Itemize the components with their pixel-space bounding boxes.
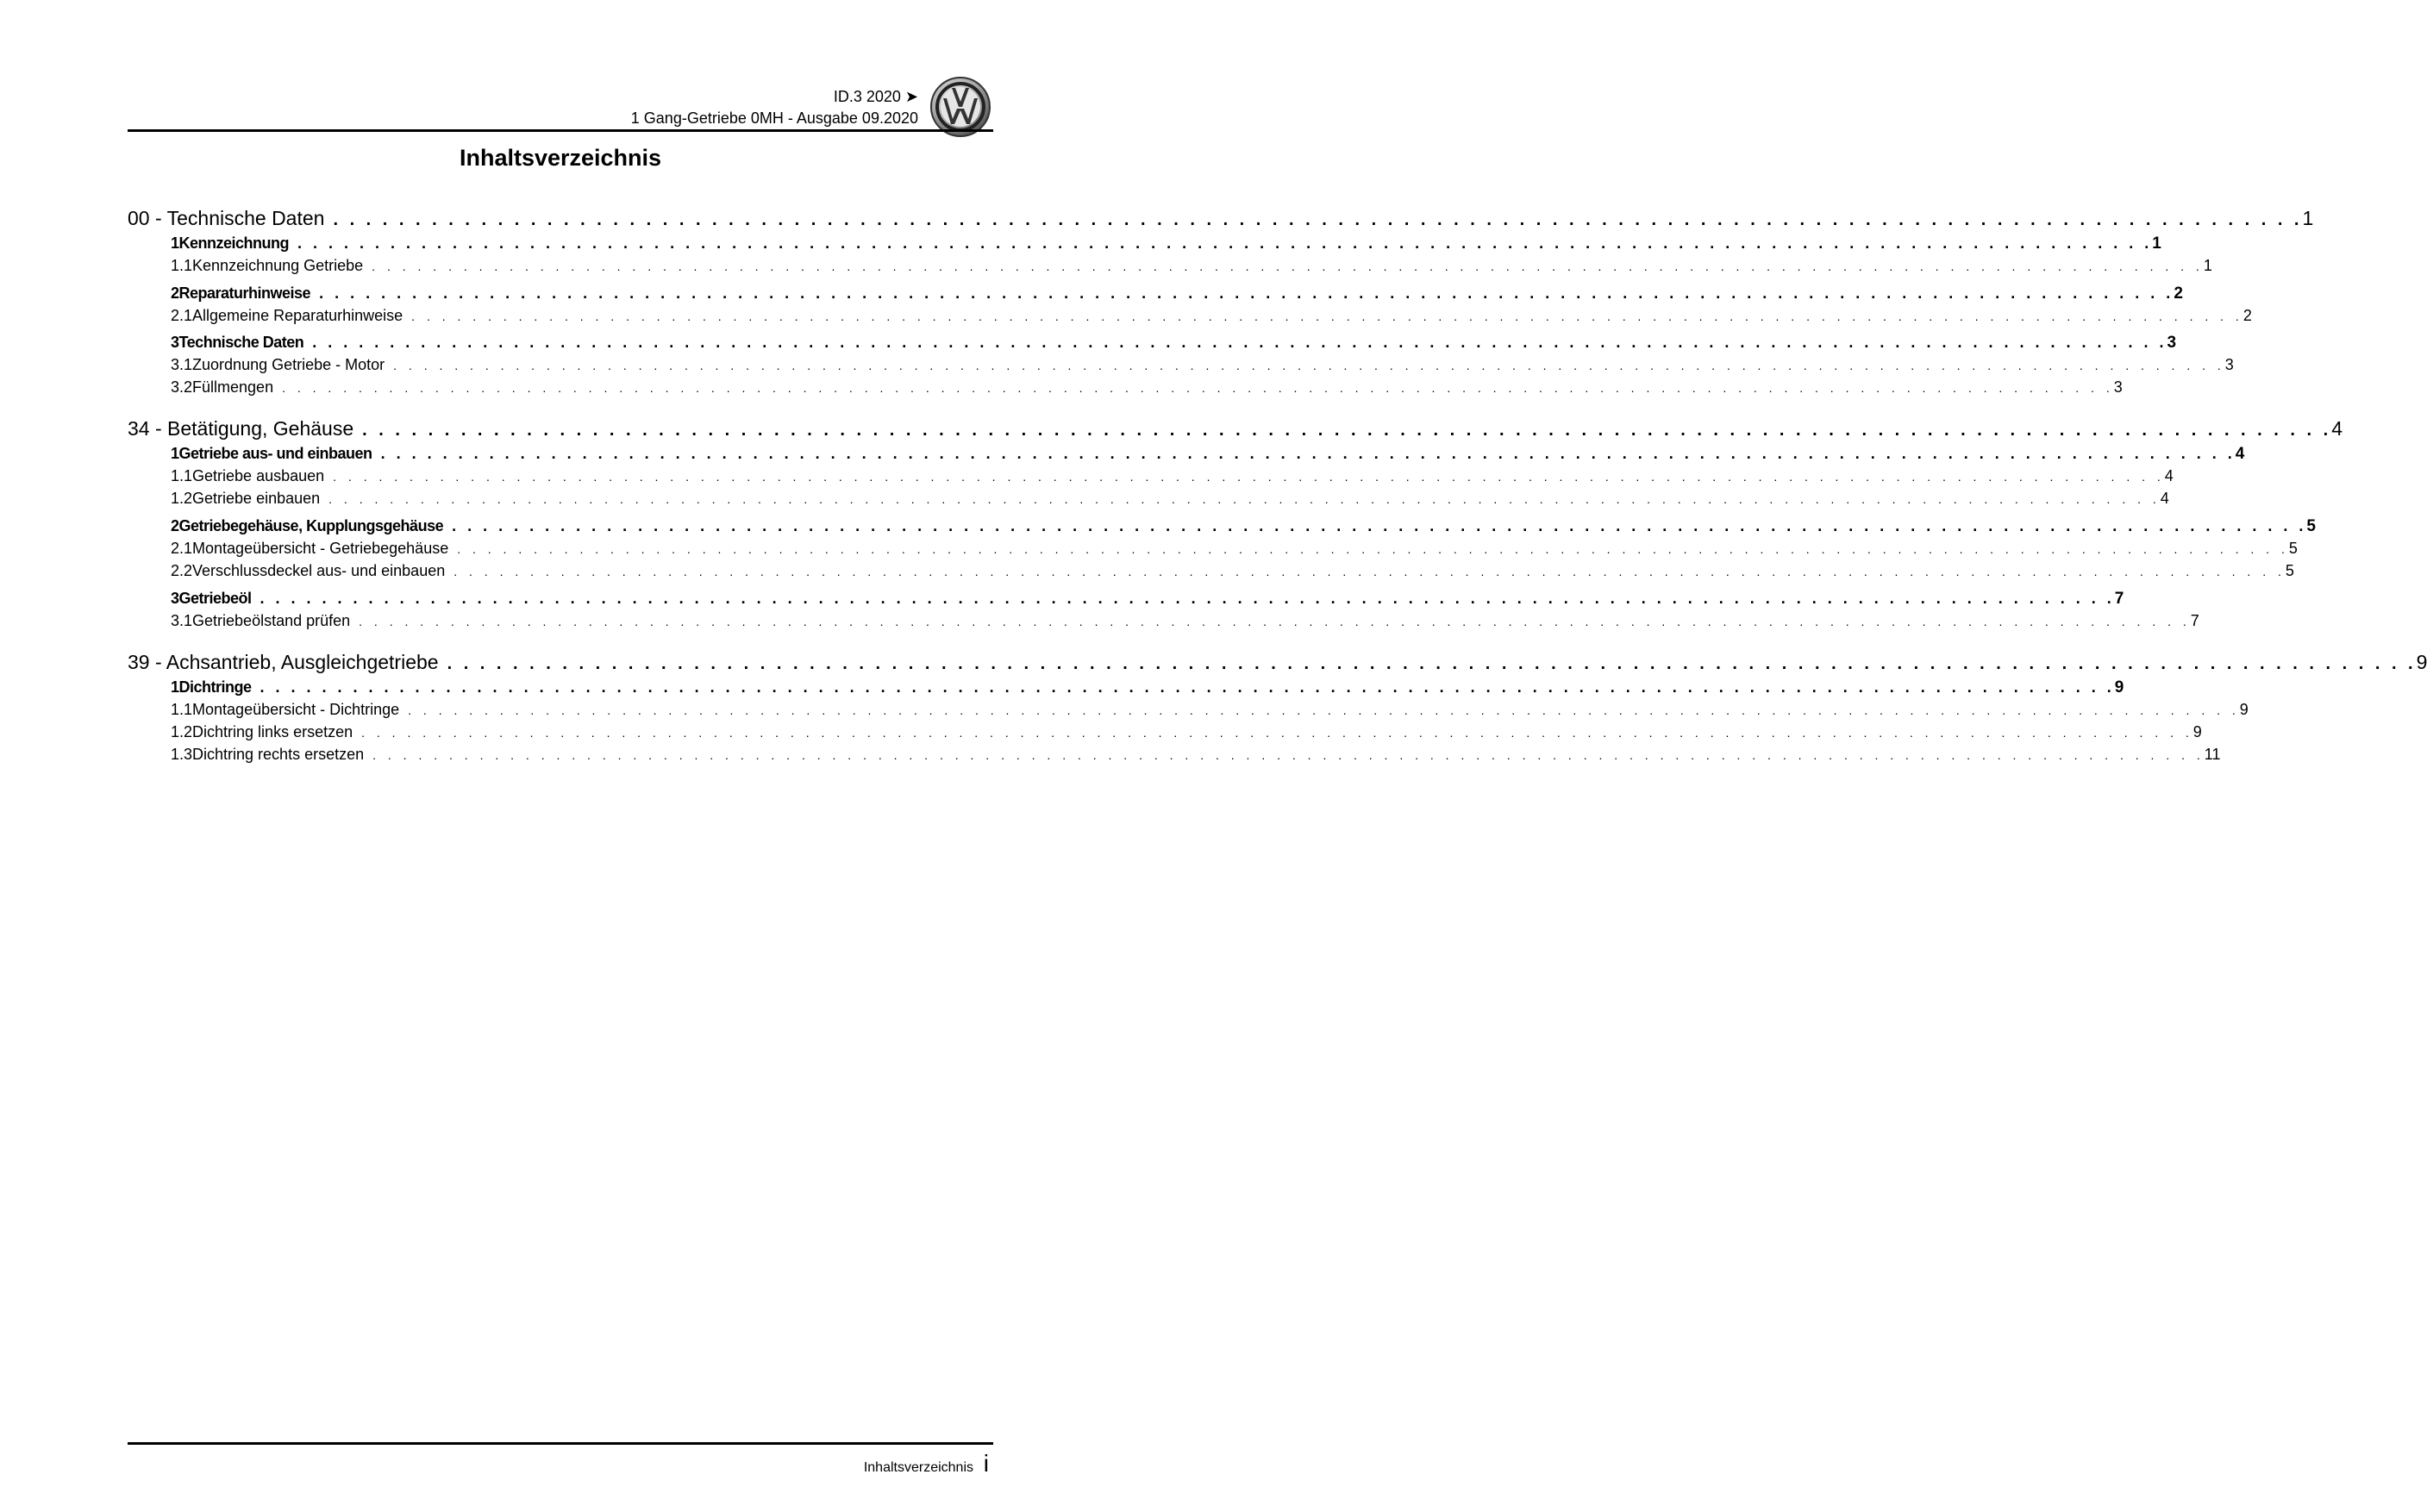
toc-leader: . . . . . . . . . . . . . . . . . . . . . . . . . . . . . . . . . . . . . . . . . . . . . . . . . . . . . . . . . . . . . . . . . . . . . . . . . . . . . . . . . . . . . . . . . . . . . . . . . . . . . . . . . . . . . . . . . . . . . . . . [297,234,2153,252]
toc-label: Getriebeöl [178,590,252,607]
toc-leader: . . . . . . . . . . . . . . . . . . . . . . . . . . . . . . . . . . . . . . . . . . . . . . . . . . . . . . . . . . . . . . . . . . . . . . . . . . . . . . . . . . . . . . . . . . . . . . . . . . . . . . . . . . . . . . . . . . . . . . . . [372,259,2204,273]
toc-page-number: 9 [2239,701,2249,718]
toc-subsection[interactable] [128,356,2234,374]
toc-leader: . . . . . . . . . . . . . . . . . . . . . . . . . . . . . . . . . . . . . . . . . . . . . . . . . . . . . . . . . . . . . . . . . . . . . . . . . . . . . . . . . . . . . . . . . . . . . . . . . . . . . . . . . . . . . . . . . . . . . . . . [260,590,2115,607]
toc-label: Verschlussdeckel aus- und einbauen [192,562,446,579]
toc-page-number: 5 [2288,540,2298,557]
toc-label: Dichtring rechts ersetzen [192,746,365,763]
toc-number: 3 [171,334,179,351]
toc-leader: . . . . . . . . . . . . . . . . . . . . . . . . . . . . . . . . . . . . . . . . . . . . . . . . . . . . . . . . . . . . . . . . . . . . . . . . . . . . . . . . . . . . . . . . . . . . . . . . . . . . . . . . . . . . . . . . . . . . . . . . [328,492,2161,506]
page-header [128,76,991,131]
toc-page-number: 3 [2113,378,2123,396]
toc-page-number: 4 [2160,490,2169,507]
footer-rule [128,1442,993,1445]
toc-leader: . . . . . . . . . . . . . . . . . . . . . . . . . . . . . . . . . . . . . . . . . . . . . . . . . . . . . . . . . . . . . . . . . . . . . . . . . . . . . . . . . . . . . . . . . . . . . . . . . . . . . . . . . . . . . . . . . . . . . . . . [312,334,2167,351]
toc-leader: . . . . . . . . . . . . . . . . . . . . . . . . . . . . . . . . . . . . . . . . . . . . . . . . . . . . . . . . . . . . . . . . . . . . . . . . . . . . . . . . . . . . . . . . . . . . . . . . . . . . . . . . . . . . . . . . . . . . . . . . [452,517,2307,534]
toc-label: Füllmengen [192,378,274,396]
toc-leader: . . . . . . . . . . . . . . . . . . . . . . . . . . . . . . . . . . . . . . . . . . . . . . . . . . . . . . . . . . . . . . . . . . . . . . . . . . . . . . . . . . . . . . . . . . . . . . . . . . . . . . . . . . . . . . . . . . . . . . . . [260,678,2115,696]
toc-leader: . . . . . . . . . . . . . . . . . . . . . . . . . . . . . . . . . . . . . . . . . . . . . . . . . . . . . . . . . . . . . . . . . . . . . . . . . . . . . . . . . . . . . . . . . . . . . . . . . . . . . . . . . . . . . . . . . . . . . . . . [453,565,2286,578]
toc-number: 1.2 [171,490,193,507]
toc-leader: . . . . . . . . . . . . . . . . . . . . . . . . . . . . . . . . . . . . . . . . . . . . . . . . . . . . . . . . . . . . . . . . . . . . . . . . . . . . . . . . . . . . . . . . . . . . . . . . . . . . . . . . . . . . . . . . . . . . . . . . [447,654,2417,673]
toc-label: 34 - Betätigung, Gehäuse [128,417,354,440]
toc-subsection[interactable] [128,490,2169,508]
toc-number: 3.1 [171,356,193,373]
toc-number: 1.2 [171,723,193,740]
footer-section: Inhaltsverzeichnis [863,1460,973,1475]
toc-label: Montageübersicht - Getriebegehäuse [192,540,449,557]
toc-section[interactable] [128,678,2124,697]
toc-page-number: 4 [2331,417,2343,440]
toc-label: Reparaturhinweise [178,284,311,302]
toc-chapter[interactable] [128,207,2314,230]
toc-subsection[interactable] [128,307,2252,325]
toc-page-number: 11 [2204,746,2221,763]
toc-label: Dichtringe [178,678,252,696]
toc-chapter[interactable] [128,651,2427,674]
toc-number: 1.1 [171,257,193,274]
toc-leader: . . . . . . . . . . . . . . . . . . . . . . . . . . . . . . . . . . . . . . . . . . . . . . . . . . . . . . . . . . . . . . . . . . . . . . . . . . . . . . . . . . . . . . . . . . . . . . . . . . . . . . . . . . . . . . . . . . . . . . . . [457,542,2289,556]
toc-section[interactable] [128,517,2316,536]
toc-page-number: 9 [2192,723,2202,740]
toc-subsection[interactable] [128,467,2174,485]
toc-label: Montageübersicht - Dichtringe [192,701,400,718]
toc-number: 1 [171,678,179,696]
toc-number: 1 [171,445,179,462]
toc-subsection[interactable] [128,257,2212,275]
toc-page-number: 9 [2114,678,2124,697]
toc-label: Getriebe ausbauen [192,467,325,484]
toc-leader: . . . . . . . . . . . . . . . . . . . . . . . . . . . . . . . . . . . . . . . . . . . . . . . . . . . . . . . . . . . . . . . . . . . . . . . . . . . . . . . . . . . . . . . . . . . . . . . . . . . . . . . . . . . . . . . . . . . . . . . . [362,421,2332,440]
footer-page-number: i [983,1450,989,1477]
toc-number: 1.1 [171,467,193,484]
toc-section[interactable] [128,234,2161,253]
toc-leader: . . . . . . . . . . . . . . . . . . . . . . . . . . . . . . . . . . . . . . . . . . . . . . . . . . . . . . . . . . . . . . . . . . . . . . . . . . . . . . . . . . . . . . . . . . . . . . . . . . . . . . . . . . . . . . . . . . . . . . . . [333,210,2303,229]
toc-section[interactable] [128,334,2177,353]
toc-leader: . . . . . . . . . . . . . . . . . . . . . . . . . . . . . . . . . . . . . . . . . . . . . . . . . . . . . . . . . . . . . . . . . . . . . . . . . . . . . . . . . . . . . . . . . . . . . . . . . . . . . . . . . . . . . . . . . . . . . . . . [359,615,2191,628]
toc-number: 1 [171,234,179,252]
toc-page-number: 3 [2167,334,2177,352]
toc-subsection[interactable] [128,540,2298,558]
toc-subsection[interactable] [128,701,2249,719]
toc-leader: . . . . . . . . . . . . . . . . . . . . . . . . . . . . . . . . . . . . . . . . . . . . . . . . . . . . . . . . . . . . . . . . . . . . . . . . . . . . . . . . . . . . . . . . . . . . . . . . . . . . . . . . . . . . . . . . . . . . . . . . [393,359,2225,372]
toc-subsection[interactable] [128,723,2202,741]
toc-page-number: 4 [2164,467,2174,484]
toc-label: Technische Daten [178,334,304,351]
toc-label: Getriebegehäuse, Kupplungsgehäuse [178,517,444,534]
toc-leader: . . . . . . . . . . . . . . . . . . . . . . . . . . . . . . . . . . . . . . . . . . . . . . . . . . . . . . . . . . . . . . . . . . . . . . . . . . . . . . . . . . . . . . . . . . . . . . . . . . . . . . . . . . . . . . . . . . . . . . . . [282,381,2114,395]
toc-label: Kennzeichnung [178,234,290,252]
header-subtitle: 1 Gang-Getriebe 0MH - Ausgabe 09.2020 [630,109,918,127]
toc-page-number: 1 [2302,207,2314,229]
toc-label: Kennzeichnung Getriebe [192,257,364,274]
toc-page-number: 1 [2203,257,2212,274]
toc-page-number: 1 [2152,234,2161,253]
toc-label: Getriebeölstand prüfen [192,612,351,629]
toc-section[interactable] [128,445,2245,464]
toc-subsection[interactable] [128,378,2123,397]
toc-number: 1.1 [171,701,193,718]
header-rule [128,129,993,132]
toc-leader: . . . . . . . . . . . . . . . . . . . . . . . . . . . . . . . . . . . . . . . . . . . . . . . . . . . . . . . . . . . . . . . . . . . . . . . . . . . . . . . . . . . . . . . . . . . . . . . . . . . . . . . . . . . . . . . . . . . . . . . . [411,309,2243,323]
toc-leader: . . . . . . . . . . . . . . . . . . . . . . . . . . . . . . . . . . . . . . . . . . . . . . . . . . . . . . . . . . . . . . . . . . . . . . . . . . . . . . . . . . . . . . . . . . . . . . . . . . . . . . . . . . . . . . . . . . . . . . . . [319,284,2174,302]
toc-number: 1.3 [171,746,193,763]
toc-label: Dichtring links ersetzen [192,723,353,740]
toc-page-number: 5 [2285,562,2294,579]
toc-leader: . . . . . . . . . . . . . . . . . . . . . . . . . . . . . . . . . . . . . . . . . . . . . . . . . . . . . . . . . . . . . . . . . . . . . . . . . . . . . . . . . . . . . . . . . . . . . . . . . . . . . . . . . . . . . . . . . . . . . . . . [333,470,2165,484]
toc-page-number: 4 [2235,445,2245,463]
header-model: ID.3 2020 ➤ [833,88,918,105]
toc-number: 2 [171,284,179,302]
toc-label: Getriebe aus- und einbauen [178,445,372,462]
toc-label: Zuordnung Getriebe - Motor [192,356,385,373]
page-title: Inhaltsverzeichnis [459,145,662,171]
toc-number: 2.1 [171,307,193,324]
toc-number: 3 [171,590,179,607]
toc-subsection[interactable] [128,562,2294,580]
toc-page-number: 5 [2306,517,2316,535]
toc-section[interactable] [128,590,2124,609]
toc-page-number: 7 [2190,612,2199,629]
toc-subsection[interactable] [128,746,2221,764]
toc-number: 3.2 [171,378,193,396]
toc-number: 3.1 [171,612,193,629]
toc-number: 2.2 [171,562,193,579]
toc-subsection[interactable] [128,612,2199,630]
toc-label: Getriebe einbauen [192,490,321,507]
toc-section[interactable] [128,284,2183,303]
toc-label: Allgemeine Reparaturhinweise [192,307,403,324]
toc-page-number: 7 [2114,590,2124,608]
toc-label: 39 - Achsantrieb, Ausgleichgetriebe [128,651,439,673]
toc-page-number: 2 [2242,307,2252,324]
toc-number: 2.1 [171,540,193,557]
toc-leader: . . . . . . . . . . . . . . . . . . . . . . . . . . . . . . . . . . . . . . . . . . . . . . . . . . . . . . . . . . . . . . . . . . . . . . . . . . . . . . . . . . . . . . . . . . . . . . . . . . . . . . . . . . . . . . . . . . . . . . . . [380,445,2236,462]
toc-page-number: 2 [2174,284,2183,303]
toc-leader: . . . . . . . . . . . . . . . . . . . . . . . . . . . . . . . . . . . . . . . . . . . . . . . . . . . . . . . . . . . . . . . . . . . . . . . . . . . . . . . . . . . . . . . . . . . . . . . . . . . . . . . . . . . . . . . . . . . . . . . . [361,726,2193,740]
toc-number: 2 [171,517,179,534]
toc-leader: . . . . . . . . . . . . . . . . . . . . . . . . . . . . . . . . . . . . . . . . . . . . . . . . . . . . . . . . . . . . . . . . . . . . . . . . . . . . . . . . . . . . . . . . . . . . . . . . . . . . . . . . . . . . . . . . . . . . . . . . [372,748,2205,762]
toc-chapter[interactable] [128,417,2343,440]
toc-label: 00 - Technische Daten [128,207,325,229]
toc-page-number: 3 [2224,356,2234,373]
toc-leader: . . . . . . . . . . . . . . . . . . . . . . . . . . . . . . . . . . . . . . . . . . . . . . . . . . . . . . . . . . . . . . . . . . . . . . . . . . . . . . . . . . . . . . . . . . . . . . . . . . . . . . . . . . . . . . . . . . . . . . . . [408,703,2240,717]
toc-page-number: 9 [2416,651,2427,673]
